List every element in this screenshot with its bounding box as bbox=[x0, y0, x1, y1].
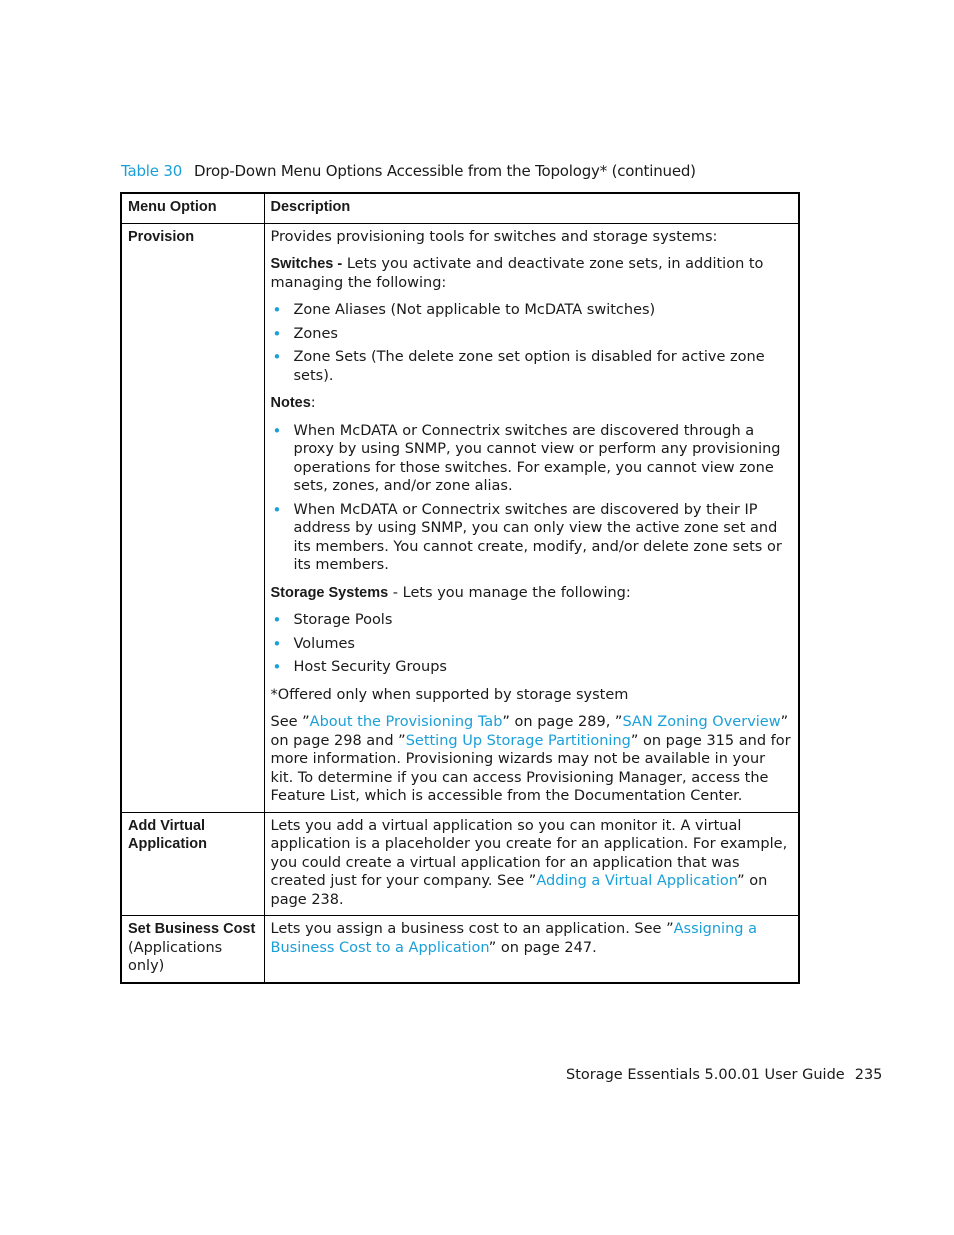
link-adding-virtual-application[interactable]: Adding a Virtual Application bbox=[536, 873, 738, 889]
description-set-business-cost bbox=[264, 916, 799, 983]
notes-list bbox=[271, 422, 793, 575]
switch-items-list bbox=[271, 301, 793, 385]
list-item-text: Volumes bbox=[293, 635, 355, 652]
table-header-row bbox=[121, 193, 799, 223]
storage-items-list bbox=[271, 611, 793, 677]
header-menu-option: Menu Option bbox=[121, 193, 264, 223]
switches-paragraph bbox=[271, 255, 793, 292]
list-item bbox=[271, 422, 793, 496]
list-item bbox=[271, 658, 793, 677]
bullet-icon: • bbox=[272, 634, 282, 653]
list-item-text: Host Security Groups bbox=[293, 659, 447, 675]
table-number: Table 30 bbox=[121, 162, 183, 180]
option-set-business-cost bbox=[121, 916, 264, 983]
link-about-provisioning-tab[interactable]: About the Provisioning Tab bbox=[309, 714, 503, 730]
storage-label: Storage Systems bbox=[270, 584, 389, 601]
option-add-virtual-application: Add Virtual Application bbox=[121, 812, 264, 916]
virtual-app-text: Lets you add a virtual application so you can monitor it. A virtual application is a placeholder you create for an application. For example, you could create a virtual application for an application that was created just for your company. See ” bbox=[270, 817, 788, 889]
see-text: ” on page 289, ” bbox=[502, 714, 623, 730]
list-item bbox=[271, 325, 793, 344]
business-cost-paragraph bbox=[271, 920, 793, 965]
see-text: See ” bbox=[270, 714, 310, 730]
table-title: Drop-Down Menu Options Accessible from the Topology* (continued) bbox=[194, 162, 696, 180]
guide-title: Storage Essentials 5.00.01 User Guide bbox=[566, 1067, 845, 1083]
switches-label: Switches - bbox=[270, 256, 343, 272]
list-item-text: When McDATA or Connectrix switches are discovered by their IP address by using SNMP, you can only view the active zone set and its members. You cannot create, modify, and/or delete zone sets or its members. bbox=[293, 501, 782, 573]
option-provision: Provision bbox=[121, 223, 264, 812]
list-item-text: Storage Pools bbox=[293, 612, 393, 628]
see-also-paragraph bbox=[271, 713, 793, 806]
business-cost-label: Set Business Cost bbox=[128, 921, 256, 937]
notes-heading bbox=[271, 394, 793, 413]
bullet-icon: • bbox=[272, 658, 282, 676]
bullet-icon: • bbox=[272, 301, 282, 319]
virtual-app-paragraph bbox=[271, 817, 793, 910]
virtual-app-text: ” on page 238. bbox=[270, 873, 768, 908]
see-text: ” on page 315 and for more information. Provisioning wizards may not be available in your kit. To determine if you can access Provisioning Manager, access the Feature List, which is accessible from the Documentation Center. bbox=[270, 732, 791, 804]
list-item-text: When McDATA or Connectrix switches are discovered through a proxy by using SNMP, you cannot view or perform any provisioning operations for those switches. For example, you cannot view zone sets, zones, and/or zone alias. bbox=[293, 422, 781, 494]
link-assigning-business-cost[interactable]: Assigning a Business Cost to a Application bbox=[270, 921, 757, 956]
list-item bbox=[271, 501, 793, 575]
page-footer bbox=[566, 1067, 882, 1083]
storage-paragraph bbox=[271, 584, 793, 603]
description-add-virtual-application bbox=[264, 812, 799, 916]
table-row bbox=[121, 916, 799, 983]
business-cost-qualifier: (Applications only) bbox=[128, 939, 223, 974]
business-cost-text: Lets you assign a business cost to an application. See ” bbox=[270, 921, 674, 937]
table-row bbox=[121, 812, 799, 916]
see-text: ” on page 298 and ” bbox=[270, 714, 789, 749]
list-item-text: Zone Aliases (Not applicable to McDATA switches) bbox=[293, 302, 656, 318]
storage-text: - Lets you manage the following: bbox=[388, 584, 631, 601]
description-provision bbox=[264, 223, 799, 812]
list-item-text: Zones bbox=[293, 325, 338, 342]
switches-text: Lets you activate and deactivate zone sets, in addition to managing the following: bbox=[270, 256, 764, 291]
provision-intro: Provides provisioning tools for switches and storage systems: bbox=[270, 228, 718, 245]
bullet-icon: • bbox=[272, 611, 282, 629]
list-item bbox=[271, 611, 793, 630]
list-item bbox=[271, 635, 793, 654]
offered-note: *Offered only when supported by storage system bbox=[270, 686, 629, 703]
page-number: 235 bbox=[854, 1067, 883, 1083]
notes-colon: : bbox=[310, 395, 316, 411]
bullet-icon: • bbox=[272, 500, 282, 519]
business-cost-text: ” on page 247. bbox=[488, 939, 597, 956]
menu-options-table bbox=[120, 192, 800, 984]
link-san-zoning-overview[interactable]: SAN Zoning Overview bbox=[622, 714, 781, 730]
list-item bbox=[271, 348, 793, 385]
bullet-icon: • bbox=[272, 421, 282, 440]
table-caption bbox=[121, 162, 696, 180]
bullet-icon: • bbox=[272, 324, 282, 343]
bullet-icon: • bbox=[272, 348, 282, 366]
list-item-text: Zone Sets (The delete zone set option is disabled for active zone sets). bbox=[293, 349, 765, 384]
header-description: Description bbox=[264, 193, 799, 223]
notes-label: Notes bbox=[270, 395, 311, 411]
link-setting-up-storage-partitioning[interactable]: Setting Up Storage Partitioning bbox=[405, 732, 631, 749]
list-item bbox=[271, 301, 793, 320]
table-row bbox=[121, 223, 799, 812]
